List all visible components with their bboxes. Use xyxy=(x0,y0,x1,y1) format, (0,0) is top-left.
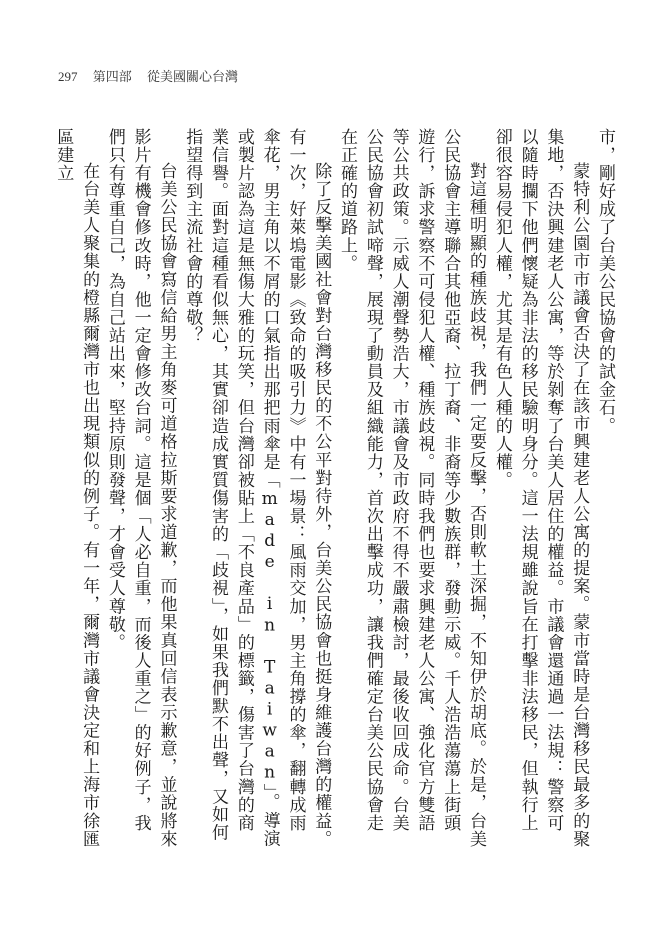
paragraph-protest: 對這種明顯的種族歧視，我們一定要反擊，否則軟土深掘，不知伊於胡底。於是，台美公民協會主導聯合其他亞裔、拉丁裔、非裔等少數族群，發動示威。千人浩浩蕩蕩上街頭遊行，訴求警察不可侵犯人權、種族歧視。同時我們也要求興建老人公寓、強化官方雙語等公共政策。示威人潮聲勢浩大，市議會及市政府不得不嚴肅檢討，最後收回成命。台美公民協會初試啼聲，展現了動員及組織能力，首次出擊成功，讓我們確定台美公民協會走在正確的道路上。 xyxy=(337,128,487,848)
vertical-body-text xyxy=(47,128,617,848)
paragraph-monterey-park: 蒙特利公園市市議會否決了在該市興建老人公寓的提案。蒙市當時是台灣移民最多的聚集地，否決興建老人公寓，等於剝奪了台美人居住的權益。市議會還通過一法規：警察可以隨時攔下他們懷疑為非法的移民驗明身分。這一法規雖說旨在打擊非法移民，但執行上卻很容易侵犯人權，尤其是有色人種的人權。 xyxy=(491,128,590,848)
running-header xyxy=(58,66,238,85)
paragraph-apology-letter: 台美公民協會寫信給男主角麥可道格拉斯要求道歉，而他果真回信表示歉意，並說將來影片有機會修改時，他一定會修改台詞。這是個「人必自重，而後人重之」的好例子，我們只有尊重自己，為自己站出來，堅持原則發聲，才會受人尊敬。 xyxy=(104,128,177,848)
paragraph-fatal-attraction: 除了反擊美國社會對台灣移民的不公平對待外，台美公民協會也挺身維護台灣的權益。有一次，好萊塢電影《致命的吸引力》中有一場景：風雨交加，男主角撐的傘，翻轉成雨傘花，男主角以不屑的口氣指出那把雨傘是「made in Taiwan」。導演或製片認為這是無傷大雅的玩笑，但台灣卻被貼上「不良產品」的標籤，傷害了台灣的商業信譽。面對這種看似無心，其實卻造成實質傷害的「歧視」，如果我們默不出聲，又如何指望得到主流社會的尊敬？ xyxy=(182,128,332,848)
part-label: 第四部 xyxy=(92,69,132,84)
part-title: 從美國關心台灣 xyxy=(147,69,239,84)
paragraph-irvine: 在台美人聚集的橙縣爾灣市也出現類似的例子。有一年，爾灣市議會決定和上海市徐匯區建立 xyxy=(53,128,100,848)
page-number: 297 xyxy=(58,69,78,84)
paragraph-continuation: 市，剛好成了台美公民協會的試金石。 xyxy=(595,128,615,435)
